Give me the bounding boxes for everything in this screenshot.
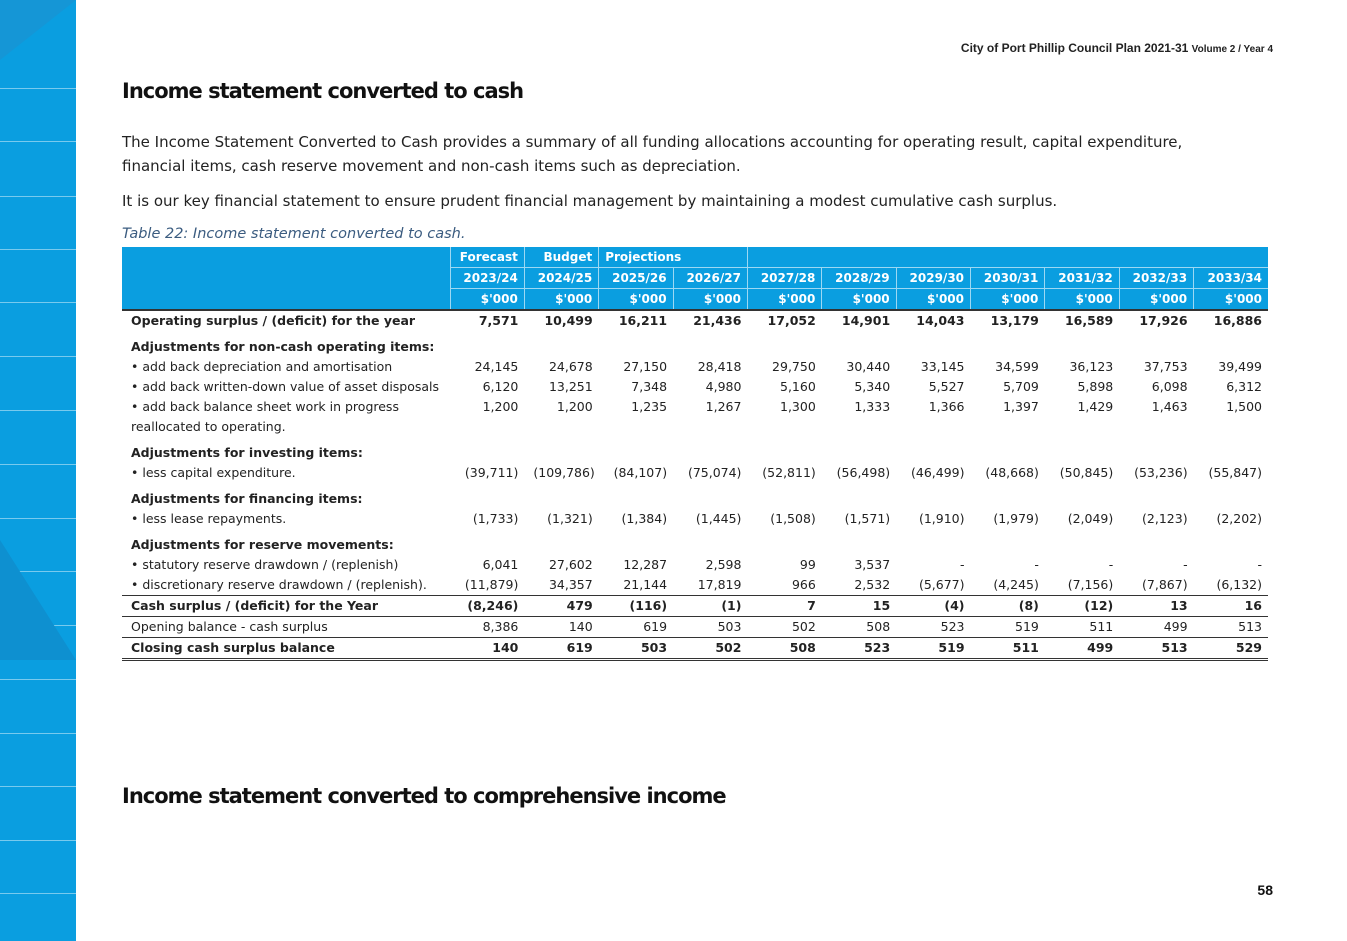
table-cell: 13,179 [990,313,1039,328]
table-cell: 4,980 [705,379,742,394]
table-cell: 2,598 [705,557,742,572]
row-section-investing [122,437,1268,463]
header-projections: Projections [599,247,673,268]
row-section-financing [122,483,1268,509]
table-cell: (75,074) [687,465,742,480]
table-cell: (11,879) [464,577,519,592]
header-year: 2025/26 [599,268,673,289]
header-year: 2023/24 [450,268,524,289]
table-cell: (2,123) [1142,511,1188,526]
table-cell: (109,786) [533,465,595,480]
decorative-sidebar [0,0,76,941]
table-cell: (1) [673,596,747,617]
table-cell: 33,145 [920,359,965,374]
row-label: Adjustments for non-cash operating items: [131,339,435,354]
header-unit: $'000 [1045,289,1119,311]
table-cell: 511 [971,638,1045,660]
header-year: 2029/30 [896,268,970,289]
table-cell: 16,211 [618,313,668,328]
table-cell: 1,366 [928,399,965,414]
table-caption: Table 22: Income statement converted to cash. [122,226,466,242]
table-cell: 511 [1045,617,1119,638]
table-cell: 27,602 [548,557,593,572]
table-cell: (52,811) [762,465,816,480]
table-cell: 13,251 [548,379,593,394]
row-label: Closing cash surplus balance [122,638,450,660]
table-cell: 508 [747,638,821,660]
table-cell: (8) [971,596,1045,617]
header-unit: $'000 [1119,289,1193,311]
table-cell: 503 [673,617,747,638]
row-label: Opening balance - cash surplus [122,617,450,638]
table-cell: 10,499 [544,313,593,328]
header-unit: $'000 [524,289,598,311]
table-cell: 479 [524,596,598,617]
table-cell: 523 [896,617,970,638]
table-cell: 13 [1119,596,1193,617]
table-cell: (7,867) [1142,577,1188,592]
table-cell: (116) [599,596,673,617]
income-statement-table [122,247,1268,661]
table-header-unit-row [122,289,1268,311]
intro-paragraph: The Income Statement Converted to Cash provides a summary of all funding allocations accounting for operating result, capital expenditure, financial items, cash reserve movement and non-cash items such as depreciation. [122,133,1183,175]
table-cell: (1,508) [770,511,816,526]
table-cell: 7,348 [631,379,668,394]
table-cell: 619 [599,617,673,638]
header-unit: $'000 [822,289,896,311]
row-opening-balance [122,617,1268,638]
row-lease-repayments [122,509,1268,529]
document-header [961,41,1273,55]
table-cell: (8,246) [450,596,524,617]
table-header-group-row [122,247,1268,268]
table-cell: 6,312 [1226,379,1262,394]
table-cell: 12,287 [623,557,668,572]
header-year: 2030/31 [971,268,1045,289]
table-cell: 30,440 [846,359,891,374]
table-cell: (39,711) [464,465,519,480]
table-cell: (56,498) [836,465,891,480]
table-cell: - [1183,557,1188,572]
table-cell: 17,052 [767,313,816,328]
table-cell: 6,120 [482,379,519,394]
header-unit: $'000 [599,289,673,311]
table-cell: 529 [1194,638,1268,660]
row-label: • less lease repayments. [131,511,287,526]
header-year: 2024/25 [524,268,598,289]
header-unit: $'000 [450,289,524,311]
table-cell: 499 [1119,617,1193,638]
table-cell: 5,898 [1077,379,1114,394]
table-cell: 503 [599,638,673,660]
table-cell: (55,847) [1208,465,1262,480]
table-cell: 17,819 [697,577,742,592]
table-cell: (5,677) [918,577,965,592]
table-cell: (84,107) [613,465,668,480]
header-year: 2026/27 [673,268,747,289]
table-cell: 36,123 [1069,359,1114,374]
row-label: Adjustments for investing items: [131,445,363,460]
table-cell: 28,418 [697,359,742,374]
row-label: Adjustments for reserve movements: [131,537,394,552]
table-cell: 499 [1045,638,1119,660]
table-cell: 5,527 [928,379,965,394]
table-cell: 16,589 [1064,313,1114,328]
table-cell: 17,926 [1139,313,1188,328]
header-unit: $'000 [971,289,1045,311]
table-cell: 513 [1119,638,1193,660]
section-heading-comprehensive: Income statement converted to comprehensive income [122,784,726,808]
table-cell: 16,886 [1213,313,1262,328]
table-cell: (50,845) [1059,465,1114,480]
table-cell: (46,499) [911,465,965,480]
row-label: • add back balance sheet work in progress reallocated to operating. [131,399,399,434]
row-work-in-progress [122,397,1268,437]
table-cell: 14,901 [841,313,891,328]
table-cell: 24,145 [474,359,519,374]
row-discretionary-reserve [122,575,1268,596]
table-cell: 140 [450,638,524,660]
header-year: 2031/32 [1045,268,1119,289]
row-label: • add back written-down value of asset disposals [131,379,440,394]
table-cell: 15 [822,596,896,617]
table-cell: 1,200 [482,399,519,414]
header-budget: Budget [524,247,598,268]
row-cash-surplus [122,596,1268,617]
table-cell: (1,321) [547,511,593,526]
table-cell: 519 [896,638,970,660]
table-cell: 140 [524,617,598,638]
table-cell: 34,357 [548,577,593,592]
table-cell: 1,200 [556,399,593,414]
table-cell: 39,499 [1218,359,1262,374]
table-cell: 1,267 [705,399,742,414]
row-label: • discretionary reserve drawdown / (replenish). [131,577,427,592]
section-heading: Income statement converted to cash [122,79,524,103]
table-cell: 1,429 [1077,399,1114,414]
table-cell: (53,236) [1134,465,1188,480]
table-cell: 1,235 [631,399,668,414]
table-cell: 6,098 [1151,379,1188,394]
table-cell: 6,041 [482,557,519,572]
page-number: 58 [1257,882,1273,898]
table-cell: 619 [524,638,598,660]
row-label: • statutory reserve drawdown / (replenish) [131,557,399,572]
table-cell: (4,245) [993,577,1039,592]
table-cell: 1,397 [1003,399,1039,414]
row-label: • add back depreciation and amortisation [131,359,393,374]
table-cell: (6,132) [1216,577,1262,592]
table-cell: (7,156) [1067,577,1114,592]
row-section-noncash [122,331,1268,357]
row-operating-surplus [122,310,1268,331]
table-cell: 8,386 [450,617,524,638]
table-cell: 523 [822,638,896,660]
table-cell: 7,571 [478,313,519,328]
row-section-reserve [122,529,1268,555]
table-cell: 513 [1194,617,1268,638]
row-label: Operating surplus / (deficit) for the year [131,313,416,328]
row-depreciation [122,357,1268,377]
table-cell: (1,733) [472,511,519,526]
table-cell: 24,678 [548,359,593,374]
table-cell: (1,445) [695,511,742,526]
table-cell: 1,333 [854,399,891,414]
table-cell: 1,463 [1151,399,1188,414]
table-cell: - [1108,557,1114,572]
table-cell: 7 [747,596,821,617]
table-cell: (4) [896,596,970,617]
header-year: 2028/29 [822,268,896,289]
table-cell: 29,750 [772,359,816,374]
row-label: Cash surplus / (deficit) for the Year [122,596,450,617]
header-unit: $'000 [1194,289,1268,311]
table-cell: (1,384) [621,511,668,526]
table-cell: 21,436 [693,313,742,328]
table-cell: 34,599 [995,359,1039,374]
table-cell: 502 [673,638,747,660]
table-header-year-row [122,268,1268,289]
row-label: • less capital expenditure. [131,465,296,480]
table-cell: 966 [791,577,816,592]
row-capital-expenditure [122,463,1268,483]
header-year: 2027/28 [747,268,821,289]
row-label: Adjustments for financing items: [131,491,363,506]
table-cell: 5,340 [854,379,891,394]
table-cell: 37,753 [1143,359,1188,374]
table-cell: (2,049) [1067,511,1114,526]
table-cell: (1,910) [918,511,965,526]
header-forecast: Forecast [450,247,524,268]
table-cell: 27,150 [623,359,668,374]
table-cell: 5,160 [780,379,816,394]
row-written-down-value [122,377,1268,397]
table-cell: - [960,557,965,572]
table-cell: 99 [799,557,816,572]
table-cell: (1,979) [993,511,1039,526]
table-cell: 2,532 [854,577,891,592]
table-cell: 21,144 [623,577,668,592]
table-cell: (48,668) [985,465,1039,480]
table-cell: 14,043 [916,313,965,328]
table-cell: 3,537 [854,557,891,572]
header-unit: $'000 [896,289,970,311]
table-cell: (1,571) [844,511,891,526]
table-cell: 502 [747,617,821,638]
table-cell: 1,300 [780,399,816,414]
table-cell: - [1034,557,1039,572]
header-year: 2032/33 [1119,268,1193,289]
document-volume: Volume 2 / Year 4 [1191,44,1273,55]
table-cell: (12) [1045,596,1119,617]
table-cell: 16 [1194,596,1268,617]
summary-paragraph: It is our key financial statement to ensure prudent financial management by maintaining a modest cumulative cash surplus. [122,192,1058,210]
row-closing-balance [122,638,1268,660]
table-cell: 1,500 [1226,399,1262,414]
document-title: City of Port Phillip Council Plan 2021-31 [960,41,1189,55]
header-year: 2033/34 [1194,268,1268,289]
table-cell: 5,709 [1003,379,1039,394]
table-cell: 508 [822,617,896,638]
table-cell: 519 [971,617,1045,638]
table-cell: - [1257,557,1262,572]
header-unit: $'000 [673,289,747,311]
row-statutory-reserve [122,555,1268,575]
header-unit: $'000 [747,289,821,311]
table-cell: (2,202) [1216,511,1262,526]
